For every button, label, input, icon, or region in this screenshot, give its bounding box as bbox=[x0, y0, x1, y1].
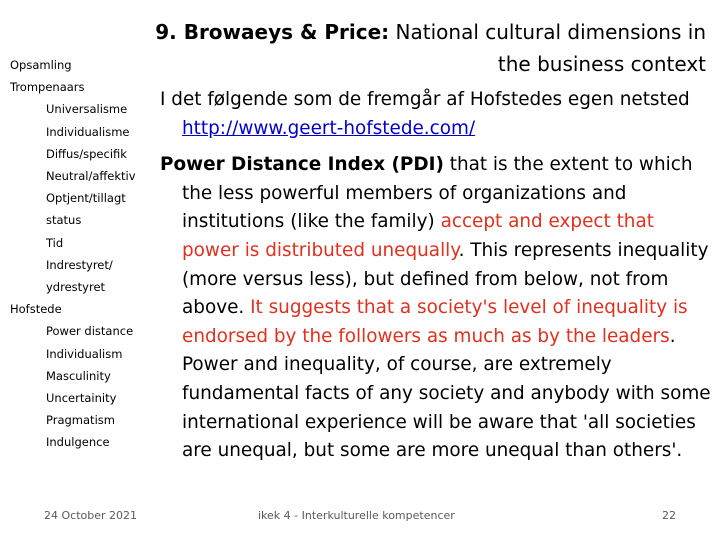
nav-item: Individualisme bbox=[46, 124, 130, 139]
nav-item: Hofstede bbox=[10, 302, 62, 317]
intro-text: I det følgende som de fremgår af Hofstedes egen netsted bbox=[160, 89, 690, 110]
slide-title-rest: National cultural dimensions in the business context bbox=[395, 20, 706, 76]
nav-item: ydrestyret bbox=[46, 280, 106, 295]
nav-item: Pragmatism bbox=[46, 413, 115, 428]
intro-paragraph bbox=[160, 86, 716, 143]
nav-item: Opsamling bbox=[10, 58, 72, 72]
slide-body bbox=[160, 86, 716, 466]
slide-title-bold: 9. Browaeys & Price: bbox=[155, 20, 390, 44]
nav-item: Tid bbox=[46, 235, 64, 250]
nav-item: Optjent/tillagt bbox=[46, 191, 126, 206]
pdi-text-a: that is the extent to which the less powerful members of organizations and institutions (like the family) bbox=[182, 154, 693, 233]
slide-title bbox=[146, 16, 706, 80]
pdi-text-c: . Power and inequality, of course, are extremely fundamental facts of any society and anybody with some international experience will be aware that 'all societies are unequal, but some are more unequal than others'. bbox=[182, 325, 711, 462]
nav-item: Universalisme bbox=[46, 102, 128, 117]
footer-page-number: 22 bbox=[662, 509, 676, 522]
footer-date: 24 October 2021 bbox=[44, 509, 138, 522]
pdi-highlight-1: accept and expect that power is distributed unequally bbox=[182, 211, 654, 261]
nav-item: Diffus/specifik bbox=[46, 146, 127, 161]
pdi-highlight-2: It suggests that a society's level of inequality is endorsed by the followers as much as by the leaders bbox=[182, 297, 688, 347]
nav-item: Indrestyret/ bbox=[46, 257, 113, 272]
nav-item: Uncertainity bbox=[46, 391, 117, 406]
outline-nav bbox=[6, 54, 154, 454]
nav-item: Indulgence bbox=[46, 435, 110, 450]
nav-item: Individualism bbox=[46, 346, 123, 361]
nav-item: Neutral/affektiv bbox=[46, 169, 136, 184]
footer-course: ikek 4 - Interkulturelle kompetencer bbox=[258, 509, 455, 522]
nav-item: Power distance bbox=[46, 324, 134, 339]
hofstede-link[interactable]: http://www.geert-hofstede.com/ bbox=[182, 117, 476, 139]
nav-item: Masculinity bbox=[46, 368, 111, 383]
nav-item: Trompenaars bbox=[10, 80, 85, 95]
nav-item: status bbox=[46, 213, 82, 228]
pdi-text-b: . This represents inequality (more versus less), but defined from below, not from above. bbox=[182, 239, 709, 319]
pdi-paragraph bbox=[160, 151, 716, 466]
pdi-term: Power Distance Index (PDI) bbox=[160, 154, 444, 176]
